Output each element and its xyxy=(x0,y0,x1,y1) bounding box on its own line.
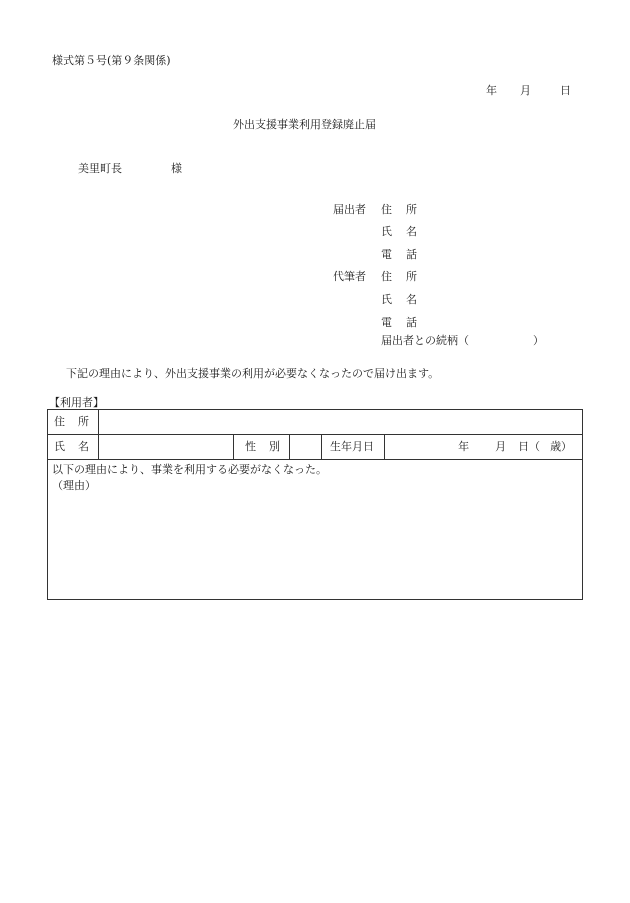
proxy-label: 代筆者 xyxy=(333,270,366,283)
date-day-label: 日 xyxy=(560,84,571,97)
notifier-address-label: 住 所 xyxy=(381,203,417,216)
user-reason-row xyxy=(48,460,583,600)
addressee-honorific: 様 xyxy=(171,162,182,175)
user-section-header: 【利用者】 xyxy=(49,396,104,409)
notifier-label: 届出者 xyxy=(333,203,366,216)
proxy-phone-label: 電 話 xyxy=(381,316,417,329)
statement: 下記の理由により、外出支援事業の利用が必要なくなったので届け出ます。 xyxy=(66,367,440,380)
reason-statement: 以下の理由により、事業を利用する必要がなくなった。 xyxy=(52,463,327,476)
user-reason-field[interactable] xyxy=(48,460,583,600)
reason-label: （理由） xyxy=(52,479,96,492)
submission-date xyxy=(486,84,571,98)
document-title: 外出支援事業利用登録廃止届 xyxy=(233,118,376,131)
user-address-label: 住 所 xyxy=(48,410,99,435)
user-address-row xyxy=(48,410,583,435)
proxy-name-label: 氏 名 xyxy=(381,293,417,306)
proxy-address-label: 住 所 xyxy=(381,270,417,283)
date-year-label: 年 xyxy=(486,84,497,97)
addressee xyxy=(78,162,182,176)
addressee-mayor: 美里町長 xyxy=(78,162,122,175)
user-info-table xyxy=(47,409,583,600)
user-address-field[interactable] xyxy=(99,410,583,435)
notifier-phone-label: 電 話 xyxy=(381,248,417,261)
form-number: 様式第５号(第９条関係) xyxy=(52,54,171,67)
notifier-name-label: 氏 名 xyxy=(381,225,417,238)
user-birthdate-field[interactable]: 年 月 日（ 歳） xyxy=(385,435,583,460)
user-gender-label: 性 別 xyxy=(234,435,290,460)
date-month-label: 月 xyxy=(520,84,531,97)
user-name-label: 氏 名 xyxy=(48,435,99,460)
user-name-field[interactable] xyxy=(99,435,234,460)
user-gender-field[interactable] xyxy=(290,435,322,460)
user-birthdate-label: 生年月日 xyxy=(322,435,385,460)
user-name-row xyxy=(48,435,583,460)
proxy-relationship: 届出者との続柄（ ） xyxy=(381,334,544,347)
